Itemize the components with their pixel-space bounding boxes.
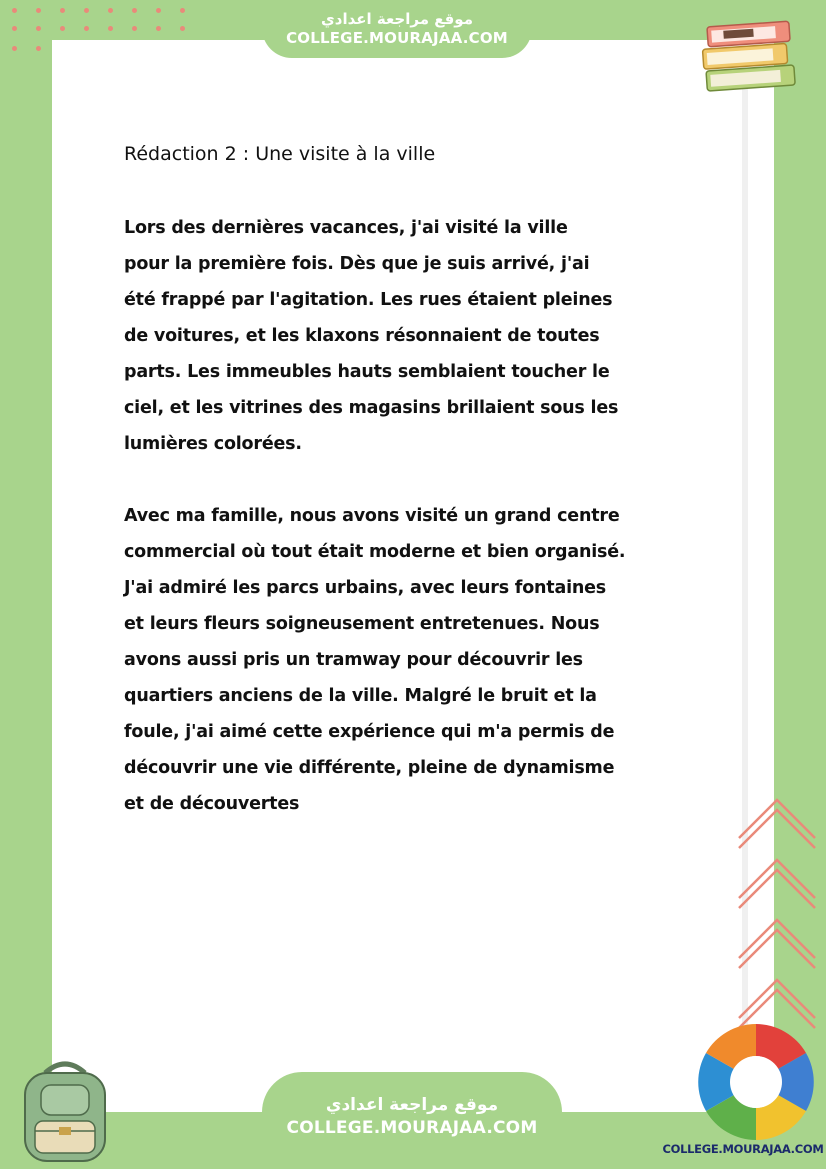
text-line: et de découvertes <box>124 794 300 814</box>
footer-banner <box>262 1072 562 1169</box>
text-line: foule, j'ai aimé cette expérience qui m'a permis de <box>124 722 615 742</box>
paragraph-2 <box>124 498 664 822</box>
backpack-icon <box>15 1055 115 1165</box>
text-line: pour la première fois. Dès que je suis arrivé, j'ai <box>124 254 590 274</box>
text-line: commercial où tout était moderne et bien organisé. <box>124 542 626 562</box>
text-line: lumières colorées. <box>124 434 302 454</box>
text-line: et leurs fleurs soigneusement entretenues. Nous <box>124 614 600 634</box>
logo-site-label: COLLEGE.MOURAJAA.COM <box>662 1142 824 1156</box>
text-line: Avec ma famille, nous avons visité un grand centre <box>124 506 620 526</box>
footer-site-arabic: موقع مراجعة اعدادي <box>325 1095 499 1115</box>
books-icon <box>695 10 805 100</box>
header-banner <box>262 0 532 58</box>
text-line: J'ai admiré les parcs urbains, avec leurs fontaines <box>124 578 607 598</box>
text-line: découvrir une vie différente, pleine de dynamisme <box>124 758 615 778</box>
paragraph-1 <box>124 210 664 462</box>
text-line: de voitures, et les klaxons résonnaient de toutes <box>124 326 600 346</box>
text-line: parts. Les immeubles hauts semblaient toucher le <box>124 362 610 382</box>
text-line: quartiers anciens de la ville. Malgré le bruit et la <box>124 686 597 706</box>
text-line: ciel, et les vitrines des magasins brillaient sous les <box>124 398 619 418</box>
footer-site-url[interactable]: COLLEGE.MOURAJAA.COM <box>286 1118 538 1138</box>
chevrons-decoration-icon <box>735 790 820 1040</box>
header-site-arabic: موقع مراجعة اعدادي <box>321 10 473 28</box>
page-title: Rédaction 2 : Une visite à la ville <box>124 143 436 165</box>
text-line: été frappé par l'agitation. Les rues étaient pleines <box>124 290 613 310</box>
text-line: Lors des dernières vacances, j'ai visité la ville <box>124 218 568 238</box>
header-site-url[interactable]: COLLEGE.MOURAJAA.COM <box>286 29 508 47</box>
text-line: avons aussi pris un tramway pour découvrir les <box>124 650 583 670</box>
education-wheel-logo-icon <box>693 1022 819 1142</box>
